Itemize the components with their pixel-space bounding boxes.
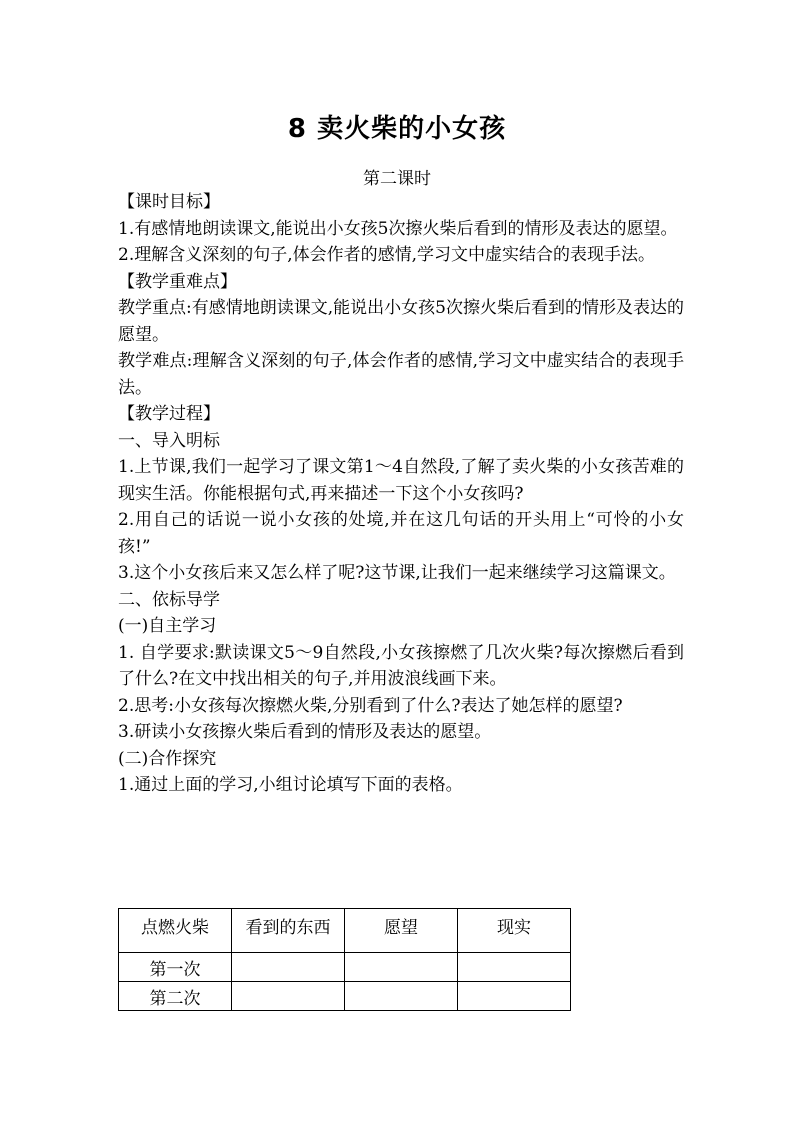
table-header-cell: 愿望	[345, 909, 458, 953]
table-cell: 第一次	[119, 953, 232, 982]
paragraph: 3.这个小女孩后来又怎么样了呢?这节课,让我们一起来继续学习这篇课文。	[118, 563, 676, 583]
lesson-title: 8 卖火柴的小女孩	[287, 114, 507, 144]
table-cell-blank	[458, 953, 571, 982]
table-cell-blank	[345, 982, 458, 1011]
paragraph: 1. 自学要求:默读课文5～9自然段,小女孩擦燃了几次火柴?每次擦燃后看到了什么?在文中找出相关的句子,并用波浪线画下来。	[118, 642, 684, 689]
table-header-row	[119, 909, 571, 953]
worksheet-table	[118, 908, 571, 1011]
subheading: 一、导入明标	[118, 430, 220, 451]
paragraph: 3.研读小女孩擦火柴后看到的情形及表达的愿望。	[118, 722, 492, 742]
paragraph: 1.上节课,我们一起学习了课文第1～4自然段,了解了卖火柴的小女孩苦难的现实生活。你能根据句式,再来描述一下这个小女孩吗?	[118, 457, 684, 504]
paragraph: 1.有感情地朗读课文,能说出小女孩5次擦火柴后看到的情形及表达的愿望。	[118, 218, 678, 239]
paragraph: 教学重点:有感情地朗读课文,能说出小女孩5次擦火柴后看到的情形及表达的愿望。	[118, 298, 684, 345]
paragraph: 2.思考:小女孩每次擦燃火柴,分别看到了什么?表达了她怎样的愿望?	[118, 695, 623, 716]
table-cell: 第二次	[119, 982, 232, 1011]
section-heading-process: 【教学过程】	[118, 404, 220, 424]
subheading: 二、依标导学	[118, 589, 220, 610]
table-cell-blank	[232, 982, 345, 1011]
table-row	[119, 982, 571, 1011]
section-heading-key-points: 【教学重难点】	[118, 271, 237, 292]
paragraph: 教学难点:理解含义深刻的句子,体会作者的感情,学习文中虚实结合的表现手法。	[118, 351, 684, 398]
table-cell-blank	[458, 982, 571, 1011]
table-header-cell: 看到的东西	[232, 909, 345, 953]
section-heading-goals: 【课时目标】	[118, 192, 220, 212]
paragraph: 2.理解含义深刻的句子,体会作者的感情,学习文中虚实结合的表现手法。	[118, 245, 656, 265]
lesson-body	[118, 189, 684, 799]
subheading: (一)自主学习	[118, 616, 217, 636]
paragraph: 2.用自己的话说一说小女孩的处境,并在这几句话的开头用上“可怜的小女孩!”	[118, 510, 684, 557]
table-row	[119, 953, 571, 982]
table-cell-blank	[232, 953, 345, 982]
subheading: (二)合作探究	[118, 748, 217, 769]
table-header-cell: 点燃火柴	[119, 909, 232, 953]
table-header-cell: 现实	[458, 909, 571, 953]
paragraph: 1.通过上面的学习,小组讨论填写下面的表格。	[118, 775, 463, 795]
table-cell-blank	[345, 953, 458, 982]
lesson-subtitle: 第二课时	[363, 169, 431, 189]
